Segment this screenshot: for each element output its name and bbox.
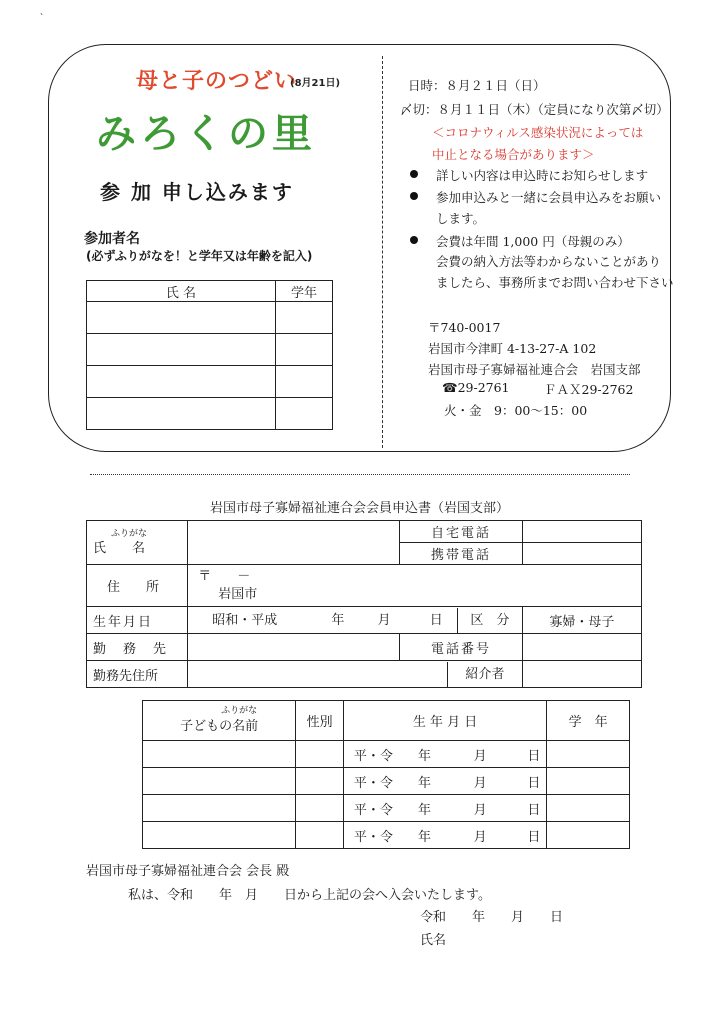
work-phone-field[interactable] [522, 634, 641, 661]
child-day-unit: 日 [527, 829, 541, 845]
child-era: 平・令 [353, 748, 393, 764]
address-city: 岩国市 [218, 586, 258, 602]
work-field[interactable] [188, 634, 400, 661]
bullet-fee-cont2: ましたら、事務所までお問い合わせ下さい [436, 275, 674, 290]
bullet-membership [436, 188, 661, 206]
participant-row [87, 398, 333, 430]
participant-row [87, 334, 333, 366]
participant-grade-cell[interactable] [276, 398, 333, 430]
address-postal-mark: 〒 － [198, 568, 251, 584]
birth-label: 生年月日 [87, 607, 188, 634]
name-label-cell [87, 521, 188, 565]
office-address: 岩国市今津町 4-13-27-A 102 [428, 341, 597, 356]
organization-name: 岩国市母子寡婦福祉連合会 岩国支部 [428, 362, 641, 377]
corona-notice-line1: ＜コロナウィルス感染状況によっては [432, 125, 644, 140]
child-era: 平・令 [353, 802, 393, 818]
birth-day-unit: 日 [429, 612, 443, 628]
name-label: 氏 名 [93, 540, 146, 556]
child-name-cell[interactable] [143, 741, 296, 768]
birth-year-unit: 年 [331, 612, 345, 628]
bullet-details [436, 166, 648, 184]
category-label: 区 分 [457, 608, 522, 633]
child-name-cell[interactable] [143, 822, 296, 849]
child-birth-cell[interactable] [343, 795, 546, 822]
child-year-unit: 年 [418, 802, 432, 818]
closing-addressee: 岩国市母子寡婦福祉連合会 会長 殿 [86, 864, 290, 879]
child-month-unit: 月 [473, 775, 487, 791]
child-grade-cell[interactable] [547, 741, 630, 768]
closing-name[interactable]: 氏名 [420, 933, 447, 948]
member-form-table [86, 520, 642, 688]
bullet-icon [410, 170, 418, 178]
participant-grade-header: 学年 [276, 281, 333, 302]
child-name-header-text: 子どもの名前 [180, 719, 259, 734]
referrer-label: 紹介者 [447, 662, 522, 687]
bullet-details-text: 詳しい内容は申込時にお知らせします [436, 168, 649, 183]
work-phone-label: 電話番号 [400, 634, 523, 661]
home-phone-label: 自宅電話 [400, 521, 523, 543]
bullet-membership-text: 参加申込みと一緒に会員申込みをお願い [436, 190, 662, 205]
work-label: 勤 務 先 [87, 634, 188, 661]
work-address-field[interactable] [188, 661, 523, 688]
address-field[interactable] [188, 565, 642, 607]
phone-number: ☎29-2761 [442, 380, 510, 395]
deadline-line: 〆切：８月１１日（木）（定員になり次第〆切） [400, 102, 669, 117]
referrer-field[interactable] [522, 661, 641, 688]
closing-statement: 私は、令和 年 月 日から上記の会へ入会いたします。 [128, 888, 491, 903]
event-date-tag: (8月21日) [290, 78, 341, 89]
child-year-unit: 年 [418, 775, 432, 791]
participant-grade-cell[interactable] [276, 366, 333, 398]
birth-era: 昭和・平成 [212, 612, 278, 628]
child-birth-cell[interactable] [343, 822, 546, 849]
child-year-unit: 年 [418, 829, 432, 845]
participant-label: 参加者名 [84, 231, 140, 247]
child-grade-header: 学 年 [547, 701, 630, 741]
mobile-field[interactable] [522, 543, 641, 565]
bullet-fee [436, 232, 630, 250]
child-sex-cell[interactable] [296, 768, 344, 795]
child-sex-header: 性別 [296, 701, 344, 741]
mobile-label: 携帯電話 [400, 543, 523, 565]
child-birth-cell[interactable] [343, 741, 546, 768]
child-day-unit: 日 [527, 775, 541, 791]
participant-table [86, 280, 333, 430]
cut-line [90, 474, 630, 475]
participant-note: (必ずふりがなを！と学年又は年齢を記入) [86, 249, 313, 263]
work-address-label: 勤務先住所 [87, 661, 188, 688]
child-grade-cell[interactable] [547, 795, 630, 822]
child-row [143, 768, 630, 795]
bullet-membership-cont: します。 [436, 211, 486, 226]
child-month-unit: 月 [473, 748, 487, 764]
child-grade-cell[interactable] [547, 822, 630, 849]
participant-row [87, 366, 333, 398]
birth-field[interactable] [188, 607, 523, 634]
child-row [143, 795, 630, 822]
child-sex-cell[interactable] [296, 741, 344, 768]
birth-month-unit: 月 [377, 612, 391, 628]
child-day-unit: 日 [527, 748, 541, 764]
child-birth-header: 生 年 月 日 [343, 701, 546, 741]
participant-grade-cell[interactable] [276, 302, 333, 334]
participant-row [87, 302, 333, 334]
bullet-icon [410, 236, 418, 244]
flyer-divider [382, 56, 383, 448]
fax-number: ＦＡＸ29-2762 [544, 382, 634, 397]
child-name-cell[interactable] [143, 768, 296, 795]
child-sex-cell[interactable] [296, 822, 344, 849]
participant-name-cell[interactable] [87, 398, 276, 430]
child-grade-cell[interactable] [547, 768, 630, 795]
apply-heading: 参 加 申し込みます [100, 180, 294, 204]
participant-name-cell[interactable] [87, 366, 276, 398]
postal-code: 〒740-0017 [428, 320, 501, 335]
child-sex-cell[interactable] [296, 795, 344, 822]
child-name-cell[interactable] [143, 795, 296, 822]
office-hours: 火・金 9：00～15：00 [444, 403, 588, 418]
furigana-label: ふりがな [111, 528, 148, 539]
closing-date[interactable]: 令和 年 月 日 [420, 910, 564, 925]
venue-title: みろくの里 [96, 111, 316, 157]
child-day-unit: 日 [527, 802, 541, 818]
child-row [143, 822, 630, 849]
children-table [142, 700, 630, 849]
child-era: 平・令 [353, 829, 393, 845]
event-name: 母と子のつどい [136, 69, 298, 94]
child-year-unit: 年 [418, 748, 432, 764]
bullet-icon [410, 192, 418, 200]
participant-name-cell[interactable] [87, 334, 276, 366]
participant-name-cell[interactable] [87, 302, 276, 334]
participant-grade-cell[interactable] [276, 334, 333, 366]
home-phone-field[interactable] [522, 521, 641, 543]
category-value[interactable]: 寡婦・母子 [522, 607, 641, 634]
child-era: 平・令 [353, 775, 393, 791]
child-row [143, 741, 630, 768]
form-title: 岩国市母子寡婦福祉連合会会員申込書（岩国支部） [209, 501, 509, 516]
event-date-line: 日時：８月２１日（日） [408, 78, 546, 93]
corona-notice-line2: 中止となる場合があります＞ [432, 147, 595, 162]
child-birth-cell[interactable] [343, 768, 546, 795]
child-month-unit: 月 [473, 802, 487, 818]
bullet-fee-cont1: 会費の納入方法等わからないことがあり [436, 254, 662, 269]
child-name-header [143, 701, 296, 741]
address-label: 住 所 [87, 565, 188, 607]
child-furigana: ふりがな [221, 706, 258, 716]
child-month-unit: 月 [473, 829, 487, 845]
bullet-fee-text: 会費は年間 1,000 円（母親のみ） [436, 234, 630, 249]
scan-mark: 、 [40, 7, 48, 16]
name-field[interactable] [188, 521, 400, 565]
participant-name-header: 氏 名 [87, 281, 276, 302]
